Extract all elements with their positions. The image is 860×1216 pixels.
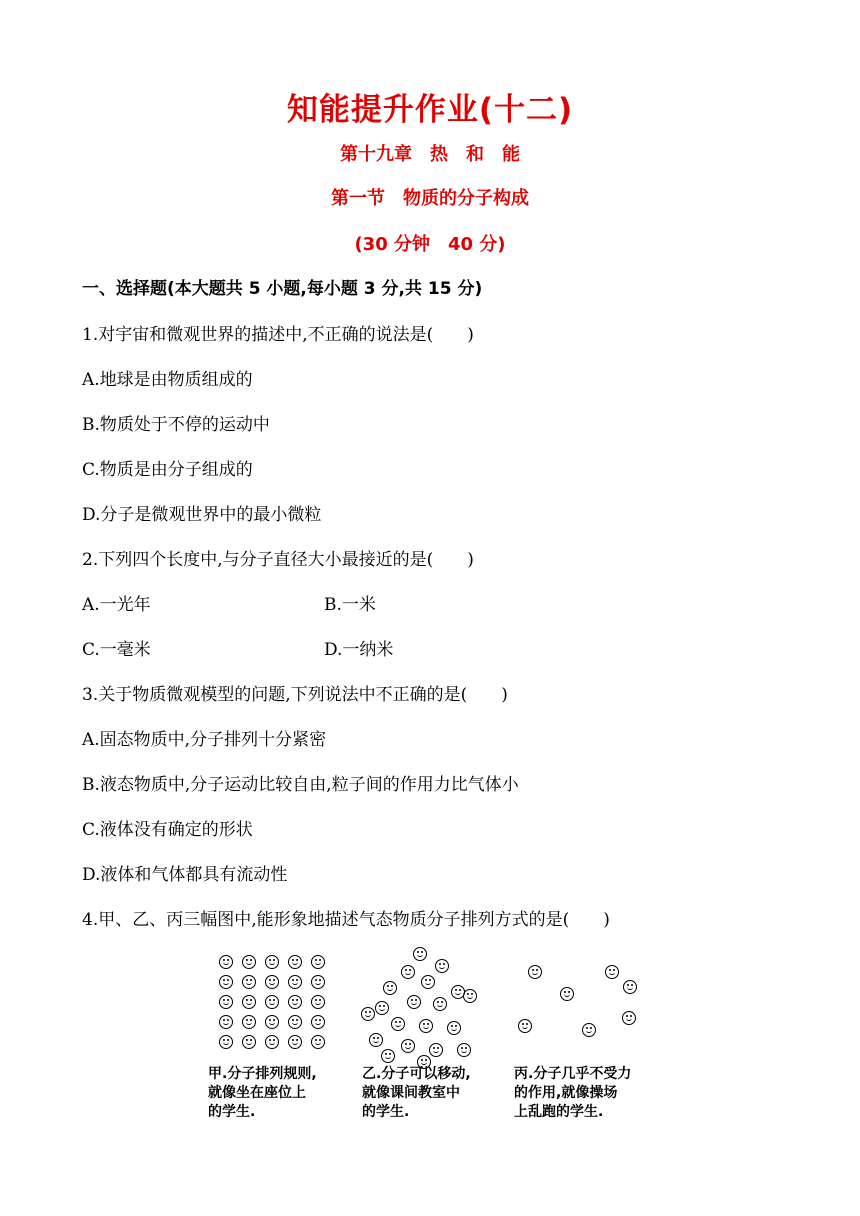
smiley-face-icon [433, 997, 447, 1011]
time-limit: (30 分钟 40 分) [354, 234, 506, 255]
smiley-face-icon [219, 1015, 233, 1029]
smiley-face-icon [219, 975, 233, 989]
chapter-heading: 第十九章 热 和 能 [340, 144, 520, 165]
question-1-option-b: B.物质处于不停的运动中 [82, 415, 270, 435]
question-1-stem: 1.对宇宙和微观世界的描述中,不正确的说法是( ) [82, 325, 474, 345]
smiley-face-icon [528, 965, 542, 979]
smiley-face-icon [219, 995, 233, 1009]
question-2-option-b: B.一米 [324, 595, 376, 615]
smiley-face-icon [605, 965, 619, 979]
smiley-face-icon [421, 975, 435, 989]
smiley-face-icon [265, 995, 279, 1009]
smiley-face-icon [288, 975, 302, 989]
question-3-stem: 3.关于物质微观模型的问题,下列说法中不正确的是( ) [82, 685, 508, 705]
smiley-face-icon [288, 1015, 302, 1029]
smiley-face-icon [265, 955, 279, 969]
smiley-face-icon [265, 1035, 279, 1049]
smiley-face-icon [288, 1035, 302, 1049]
question-1-option-c: C.物质是由分子组成的 [82, 460, 253, 480]
smiley-face-icon [419, 1019, 433, 1033]
smiley-face-icon [361, 1007, 375, 1021]
caption-jia: 甲.分子排列规则, 就像坐在座位上 的学生. [208, 1066, 317, 1120]
smiley-face-icon [435, 959, 449, 973]
smiley-face-icon [288, 995, 302, 1009]
smiley-face-icon [311, 995, 325, 1009]
smiley-face-icon [369, 1033, 383, 1047]
smiley-face-icon [242, 1035, 256, 1049]
smiley-face-icon [375, 1001, 389, 1015]
smiley-face-icon [447, 1021, 461, 1035]
question-3-option-d: D.液体和气体都具有流动性 [82, 865, 288, 885]
smiley-face-icon [413, 947, 427, 961]
figure-bing [510, 945, 650, 1060]
part-heading: 一、选择题(本大题共 5 小题,每小题 3 分,共 15 分) [82, 279, 483, 299]
smiley-face-icon [242, 975, 256, 989]
figure-yi [355, 945, 495, 1060]
question-4-stem: 4.甲、乙、丙三幅图中,能形象地描述气态物质分子排列方式的是( ) [82, 910, 610, 930]
question-1-option-a: A.地球是由物质组成的 [82, 370, 253, 390]
smiley-face-icon [463, 989, 477, 1003]
smiley-face-icon [560, 987, 574, 1001]
question-2-option-d: D.一纳米 [324, 640, 394, 660]
smiley-face-icon [401, 1039, 415, 1053]
smiley-face-icon [265, 1015, 279, 1029]
molecule-figures [205, 945, 675, 1135]
smiley-face-icon [401, 965, 415, 979]
smiley-face-icon [383, 981, 397, 995]
question-3-option-b: B.液态物质中,分子运动比较自由,粒子间的作用力比气体小 [82, 775, 519, 795]
smiley-face-icon [391, 1017, 405, 1031]
smiley-face-icon [242, 955, 256, 969]
smiley-face-icon [518, 1019, 532, 1033]
question-2-stem: 2.下列四个长度中,与分子直径大小最接近的是( ) [82, 550, 474, 570]
section-heading: 第一节 物质的分子构成 [331, 188, 529, 209]
smiley-face-icon [219, 1035, 233, 1049]
smiley-face-icon [311, 1035, 325, 1049]
question-2-option-a: A.一光年 [82, 595, 151, 615]
question-3-option-a: A.固态物质中,分子排列十分紧密 [82, 730, 327, 750]
caption-bing: 丙.分子几乎不受力 的作用,就像操场 上乱跑的学生. [514, 1066, 632, 1120]
figure-jia [205, 945, 345, 1060]
smiley-face-icon [407, 995, 421, 1009]
smiley-face-icon [582, 1023, 596, 1037]
smiley-face-icon [288, 955, 302, 969]
page-title: 知能提升作业(十二) [286, 92, 574, 128]
smiley-face-icon [457, 1043, 471, 1057]
question-1-option-d: D.分子是微观世界中的最小微粒 [82, 505, 322, 525]
smiley-face-icon [311, 975, 325, 989]
question-2-option-c: C.一毫米 [82, 640, 151, 660]
smiley-face-icon [242, 1015, 256, 1029]
smiley-face-icon [429, 1043, 443, 1057]
smiley-face-icon [622, 1011, 636, 1025]
question-3-option-c: C.液体没有确定的形状 [82, 820, 253, 840]
smiley-face-icon [311, 955, 325, 969]
smiley-face-icon [265, 975, 279, 989]
caption-yi: 乙.分子可以移动, 就像课间教室中 的学生. [362, 1066, 471, 1120]
smiley-face-icon [242, 995, 256, 1009]
smiley-face-icon [381, 1049, 395, 1063]
smiley-face-icon [219, 955, 233, 969]
smiley-face-icon [311, 1015, 325, 1029]
smiley-face-icon [623, 980, 637, 994]
